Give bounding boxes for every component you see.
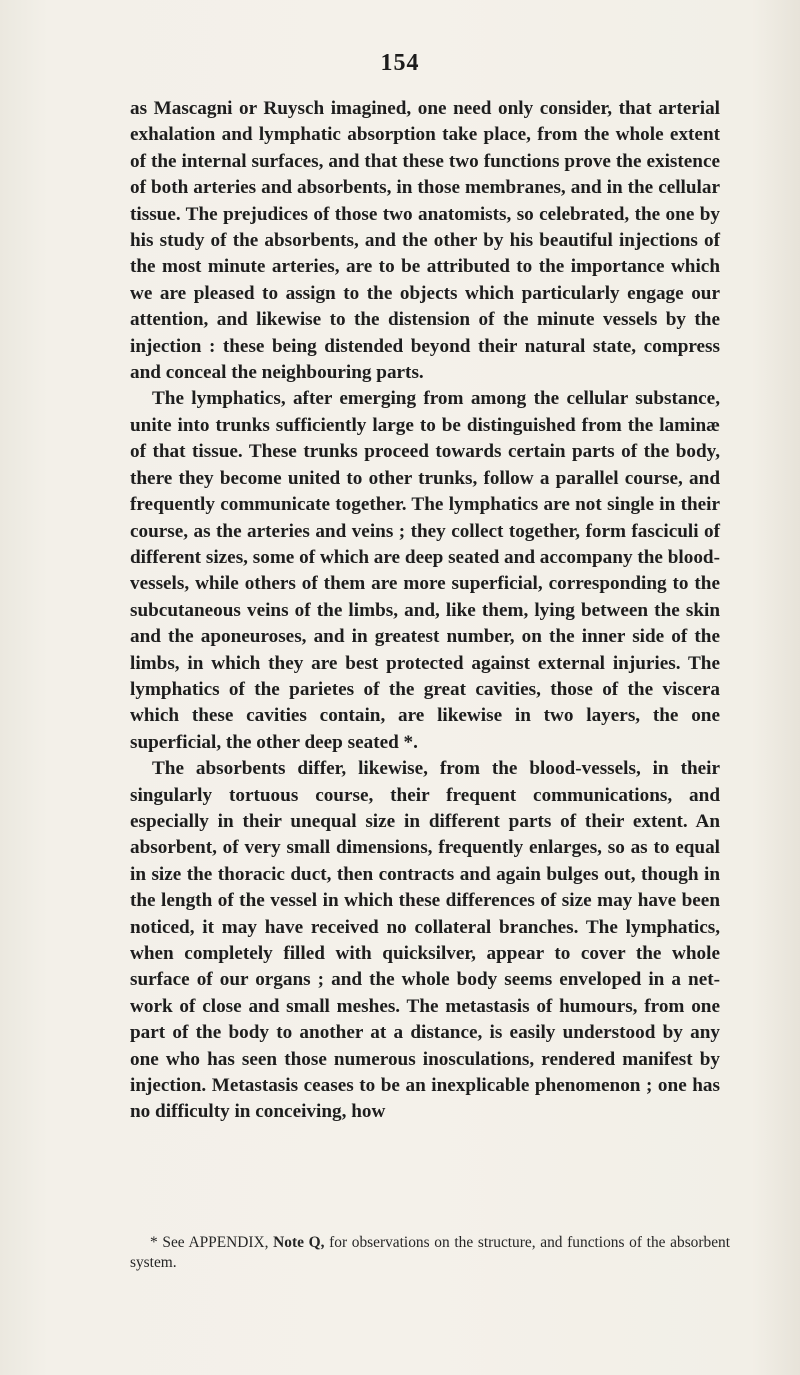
paragraph-1: as Mascagni or Ruysch imagined, one need only consider, that arterial exhalation and lymphatic absorption take place, from the whole extent of the internal surfaces, and that these two functions prove the existence of both arteries and absorbents, in those membranes, and in the cellular tissue. The prejudices of those two anatomists, so celebrated, the one by his study of the absorbents, and the other by his beautiful injections of the most minute arteries, are to be attributed to the importance which we are pleased to assign to the objects which particularly engage our attention, and likewise to the distension of the minute vessels by the injection : these being distended beyond their natural state, compress and conceal the neighbouring parts. — [130, 98, 720, 384]
footnote-text-after: for observations on the structure, and functions of the absorbent system. — [130, 1234, 731, 1271]
footnote — [130, 1233, 730, 1273]
footnote-note-label: Note Q, — [273, 1234, 325, 1251]
footnote-text-before: See APPENDIX, — [162, 1234, 274, 1251]
page-number: 154 — [380, 50, 420, 76]
paragraph-2: The lymphatics, after emerging from among the cellular substance, unite into trunks sufficiently large to be distinguished from the laminæ of that tissue. These trunks proceed towards certain parts of the body, there they become united to other trunks, follow a parallel course, and frequently communicate together. The lymphatics are not single in their course, as the arteries and veins ; they collect together, form fasciculi of different sizes, some of which are deep seated and accompany the blood-vessels, while others of them are more superficial, corresponding to the subcutaneous veins of the limbs, and, like them, lying between the skin and the aponeuroses, and in greatest number, on the inner side of the limbs, in which they are best protected against external injuries. The lymphatics of the parietes of the great cavities, those of the viscera which these cavities contain, are likewise in two layers, the one superficial, the other deep seated *. — [130, 388, 720, 753]
footnote-marker: * — [150, 1234, 158, 1251]
main-text — [130, 96, 720, 1126]
paragraph-3: The absorbents differ, likewise, from the blood-vessels, in their singularly tortuous course, their frequent communications, and especially in their unequal size in different parts of their extent. An absorbent, of very small dimensions, frequently enlarges, so as to equal in size the thoracic duct, then contracts and again bulges out, though in the length of the vessel in which these differences of size may have been noticed, it may have received no collateral branches. The lymphatics, when completely filled with quicksilver, appear to cover the whole surface of our organs ; and the whole body seems enveloped in a net-work of close and small meshes. The metastasis of humours, from one part of the body to another at a distance, is easily understood by any one who has seen those numerous inosculations, rendered manifest by injection. Metastasis ceases to be an inexplicable phenomenon ; one has no difficulty in conceiving, how — [130, 758, 720, 1123]
